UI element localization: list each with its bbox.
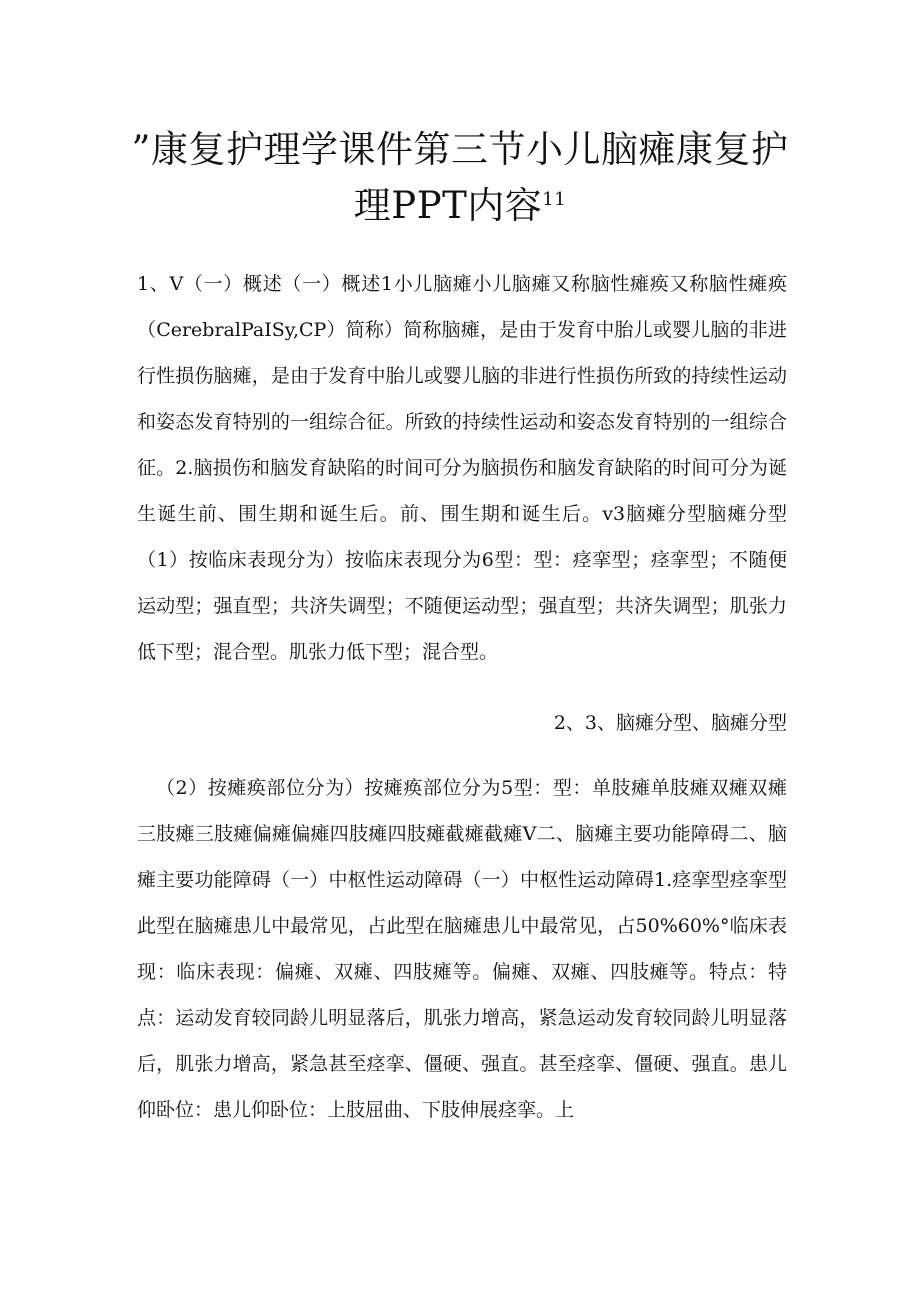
section-heading-classification: 2、3、脑瘫分型、脑瘫分型 (553, 712, 787, 734)
title-superscript: 11 (542, 189, 567, 210)
document-title (120, 122, 800, 234)
title-line-2: 理PPT内容 (353, 184, 543, 227)
body-paragraph-classification: （2）按瘫痪部位分为）按瘫痪部位分为5型：型：单肢瘫单肢瘫双瘫双瘫三肢瘫三肢瘫偏瘫偏瘫四肢瘫四肢瘫截瘫截瘫V二、脑瘫主要功能障碍二、脑瘫主要功能障碍（一）中枢性运动障碍（一）中枢性运动障碍1.痉挛型痉挛型此型在脑瘫患儿中最常见，占此型在脑瘫患儿中最常见，占50%60%°临床表现：临床表现：偏瘫、双瘫、四肢瘫等。偏瘫、双瘫、四肢瘫等。特点：特点：运动发育较同龄儿明显落后，肌张力增高，紧急运动发育较同龄儿明显落后，肌张力增高，紧急甚至痉挛、僵硬、强直。甚至痉挛、僵硬、强直。患儿仰卧位：患儿仰卧位：上肢屈曲、下肢伸展痉挛。上 (137, 777, 787, 1121)
title-line-1: ”康复护理学课件第三节小儿脑瘫康复护 (131, 128, 789, 171)
body-paragraph-overview: 1、V（一）概述（一）概述1小儿脑瘫小儿脑瘫又称脑性瘫痪又称脑性瘫痪（CerebralPaISy,CP）简称）简称脑瘫，是由于发育中胎儿或婴儿脑的非进行性损伤脑瘫，是由于发育中胎儿或婴儿脑的非进行性损伤所致的持续性运动和姿态发育特别的一组综合征。所致的持续性运动和姿态发育特别的一组综合征。2.脑损伤和脑发育缺陷的时间可分为脑损伤和脑发育缺陷的时间可分为诞生诞生前、围生期和诞生后。前、围生期和诞生后。v3脑瘫分型脑瘫分型（1）按临床表现分为）按临床表现分为6型：型：痉挛型；痉挛型；不随便运动型；强直型；共济失调型；不随便运动型；强直型；共济失调型；肌张力低下型；混合型。肌张力低下型；混合型。 (137, 273, 787, 663)
